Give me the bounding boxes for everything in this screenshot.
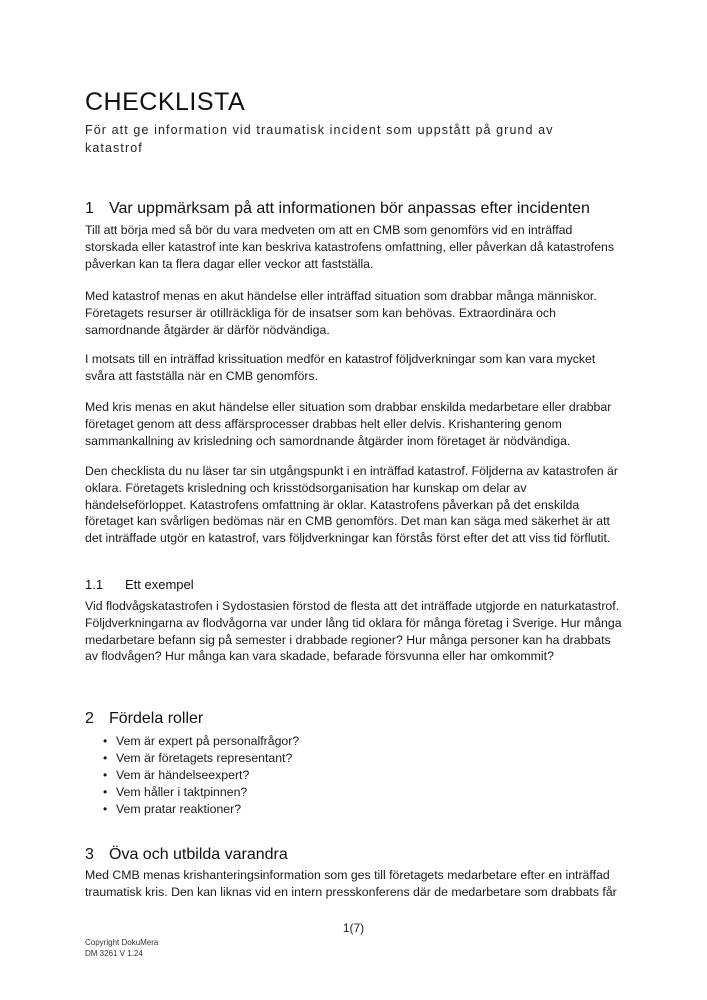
- page-number: 1(7): [342, 921, 365, 935]
- section-title: Öva och utbilda varandra: [109, 846, 288, 863]
- document-id: DM 3261 V 1.24: [85, 949, 143, 958]
- section-1-paragraph-5: Den checklista du nu läser tar sin utgångspunkt i en inträffad katastrof. Följderna av katastrofen är oklara. Företagets krisledning och krisstödsorganisation har kunskap om delar av händelseförloppet. Katastrofens omfattning är oklar. Katastrofens påverkan på det enskilda företaget kan svårligen bedömas när en CMB genomförs. Det man kan säga med säkerhet är att det inträffade utgör en katastrof, vars följdverkningar kan förstås först efter det att viss tid förflutit.: [85, 464, 618, 546]
- list-item: • Vem håller i taktpinnen?: [103, 784, 299, 801]
- list-item: • Vem är expert på personalfrågor?: [103, 733, 299, 750]
- list-item: • Vem är händelseexpert?: [103, 767, 299, 784]
- section-1-paragraph-2: Med katastrof menas en akut händelse eller inträffad situation som drabbar många människor. Företagets resurser är otillräckliga för de insatser som kan behövas. Extraordinära och samordnande åtgärder är därför nödvändiga.: [85, 289, 597, 337]
- subsection-number: 1.1: [85, 577, 104, 592]
- role-bullet-list: [103, 733, 299, 818]
- section-3-paragraph: Med CMB menas krishanteringsinformation som ges till företagets medarbetare efter en inträffad traumatisk kris. Den kan liknas vid en intern presskonferens där de medarbetare som drabbats får: [85, 868, 617, 899]
- section-number: 2: [85, 710, 94, 727]
- copyright-text: Copyright DokuMera: [85, 938, 159, 947]
- section-1-1-heading: [85, 577, 194, 592]
- section-1-1-paragraph: Vid flodvågskatastrofen i Sydostasien förstod de flesta att det inträffade utgjorde en naturkatastrof. Följdverkningarna av flodvågorna var under lång tid oklara för många företag i Sverige. Hur många medarbetare befann sig på semester i drabbade regioner? Hur många personer kan ha drabbats av flodvågen? Hur många kan vara skadade, befarade försvunna eller har omkommit?: [85, 599, 622, 664]
- section-title: Fördela roller: [109, 710, 204, 727]
- section-3-heading: [85, 846, 288, 864]
- section-1-paragraph-3: I motsats till en inträffad krissituation medför en katastrof följdverkningar som kan vara mycket svåra att fastställa när en CMB genomförs.: [85, 352, 596, 383]
- document-title: CHECKLISTA: [85, 88, 246, 116]
- section-1-heading: [85, 200, 590, 218]
- section-2-heading: [85, 710, 203, 728]
- list-item: • Vem pratar reaktioner?: [103, 801, 299, 818]
- document-subtitle: För att ge information vid traumatisk incident som uppstått på grund av katastrof: [85, 123, 554, 155]
- footer: [85, 937, 158, 959]
- section-1-paragraph-1: Till att börja med så bör du vara medveten om att en CMB som genomförs vid en inträffad storskada eller katastrof inte kan beskriva katastrofens omfattning, eller påverkan då katastrofens påverkan kan ta flera dagar eller veckor att fastställa.: [85, 223, 615, 271]
- subsection-title: Ett exempel: [125, 577, 194, 592]
- section-title: Var uppmärksam på att informationen bör anpassas efter incidenten: [109, 200, 590, 217]
- section-number: 1: [85, 200, 94, 217]
- list-item: • Vem är företagets representant?: [103, 750, 299, 767]
- section-1-paragraph-4: Med kris menas en akut händelse eller situation som drabbar enskilda medarbetare eller drabbar företaget genom att dess affärsprocesser drabbas helt eller delvis. Krishantering genom sammankallning av krisledning och samordnande åtgärder inom företaget är nödvändiga.: [85, 400, 612, 448]
- section-number: 3: [85, 846, 94, 863]
